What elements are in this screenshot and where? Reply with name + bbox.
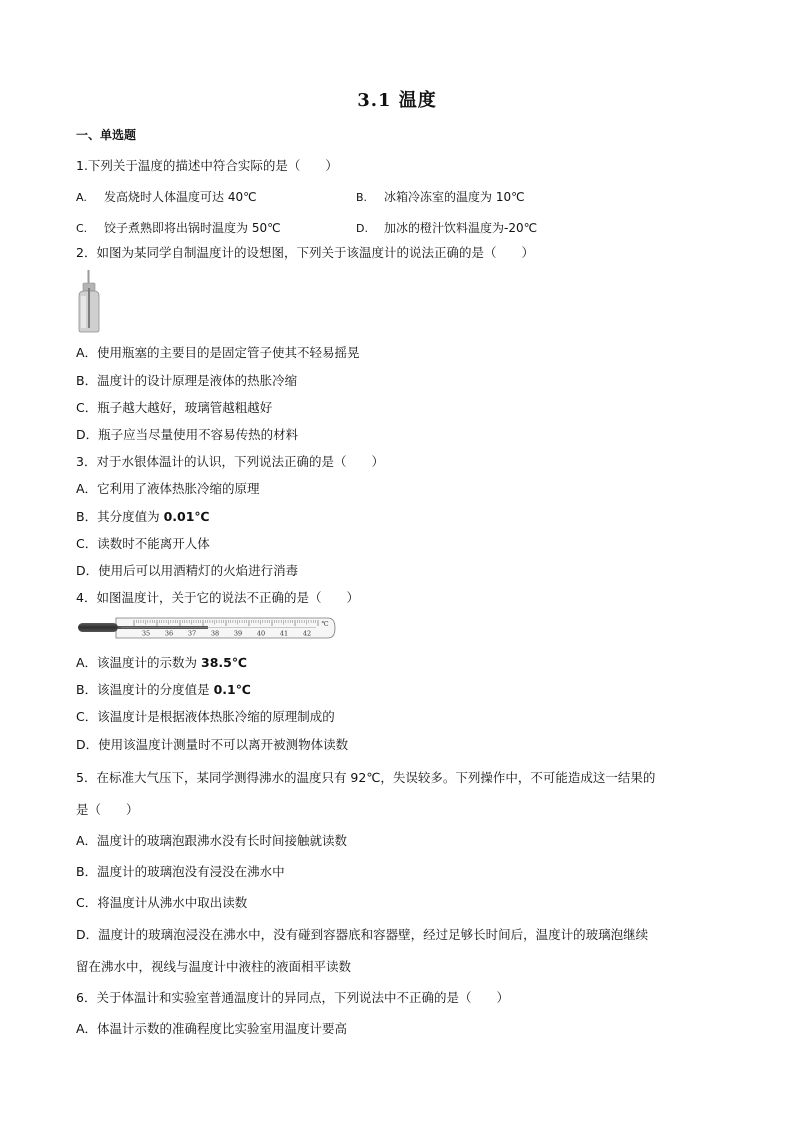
question-6-stem: 6．关于体温计和实验室普通温度计的异同点，下列说法中不正确的是（ ）	[76, 990, 509, 1005]
section-heading: 一、单选题	[76, 128, 137, 142]
option-value: 0.01℃	[163, 509, 210, 524]
question-5-option-a: A．温度计的玻璃泡跟沸水没有长时间接触就读数	[76, 833, 348, 848]
question-2-option-a: A．使用瓶塞的主要目的是固定管子使其不轻易摇晃	[76, 345, 360, 360]
question-1-option-c	[76, 219, 281, 236]
scale-label-38: 38	[210, 629, 220, 638]
option-text: 加冰的橙汁饮料温度为-20℃	[384, 221, 538, 235]
option-value: 38.5℃	[201, 655, 248, 670]
question-3-option-d: D．使用后可以用酒精灯的火焰进行消毒	[76, 563, 299, 578]
question-2-option-c: C．瓶子越大越好，玻璃管越粗越好	[76, 400, 273, 415]
scale-label-42: 42	[302, 629, 312, 638]
question-5-option-b: B．温度计的玻璃泡没有浸没在沸水中	[76, 864, 285, 879]
option-text: 冰箱冷冻室的温度为 10℃	[384, 190, 525, 204]
question-4-stem: 4．如图温度计，关于它的说法不正确的是（ ）	[76, 590, 359, 605]
option-text: 发高烧时人体温度可达 40℃	[104, 190, 257, 204]
question-3-option-a: A．它利用了液体热胀冷缩的原理	[76, 481, 260, 496]
question-5-option-d-line-1: D．温度计的玻璃泡浸没在沸水中，没有碰到容器底和容器壁，经过足够长时间后，温度计的玻璃泡继续	[76, 927, 649, 942]
question-1-stem: 1.下列关于温度的描述中符合实际的是（ ）	[76, 158, 338, 173]
question-4-option-a	[76, 653, 247, 671]
option-letter: C.	[76, 222, 88, 235]
option-letter: D.	[356, 222, 368, 235]
homemade-thermometer-bottle-figure	[74, 270, 104, 334]
question-2-option-d: D．瓶子应当尽量使用不容易传热的材料	[76, 427, 299, 442]
question-5-stem-line-2: 是（ ）	[76, 802, 139, 817]
question-1-option-a	[76, 188, 257, 205]
question-4-option-d: D．使用该温度计测量时不可以离开被测物体读数	[76, 737, 349, 752]
question-3-stem: 3．对于水银体温计的认识，下列说法正确的是（ ）	[76, 454, 384, 469]
scale-label-39: 39	[233, 629, 243, 638]
question-6-option-a: A．体温计示数的准确程度比实验室用温度计要高	[76, 1021, 348, 1036]
option-value: 0.1℃	[213, 682, 251, 697]
scale-label-36: 36	[164, 629, 174, 638]
question-4-option-c: C．该温度计是根据液体热胀冷缩的原理制成的	[76, 709, 335, 724]
option-text: B．其分度值为	[76, 509, 164, 524]
question-5-stem-line-1: 5．在标准大气压下，某同学测得沸水的温度只有 92℃，失误较多。下列操作中，不可能造成这一结果的	[76, 770, 656, 785]
clinical-thermometer-figure	[76, 616, 338, 640]
option-letter: B.	[356, 191, 368, 204]
scale-label-37: 37	[187, 629, 197, 638]
scale-unit: ℃	[321, 620, 329, 628]
option-letter: A.	[76, 191, 87, 204]
question-5-option-d-line-2: 留在沸水中，视线与温度计中液柱的液面相平读数	[76, 959, 352, 974]
question-3-option-b	[76, 507, 210, 525]
option-text: 饺子煮熟即将出锅时温度为 50℃	[104, 221, 281, 235]
option-text: A．该温度计的示数为	[76, 655, 202, 670]
question-2-option-b: B．温度计的设计原理是液体的热胀冷缩	[76, 373, 298, 388]
option-text: B．该温度计的分度值是	[76, 682, 214, 697]
scale-label-40: 40	[256, 629, 266, 638]
page-title: 3.1 温度	[357, 90, 437, 111]
question-3-option-c: C．读数时不能离开人体	[76, 536, 210, 551]
scale-label-41: 41	[279, 629, 289, 638]
question-1-option-d	[356, 219, 537, 236]
question-4-option-b	[76, 680, 251, 698]
question-1-option-b	[356, 188, 525, 205]
question-2-stem: 2．如图为某同学自制温度计的设想图，下列关于该温度计的说法正确的是（ ）	[76, 245, 534, 260]
question-5-option-c: C．将温度计从沸水中取出读数	[76, 895, 248, 910]
scale-label-35: 35	[141, 629, 151, 638]
